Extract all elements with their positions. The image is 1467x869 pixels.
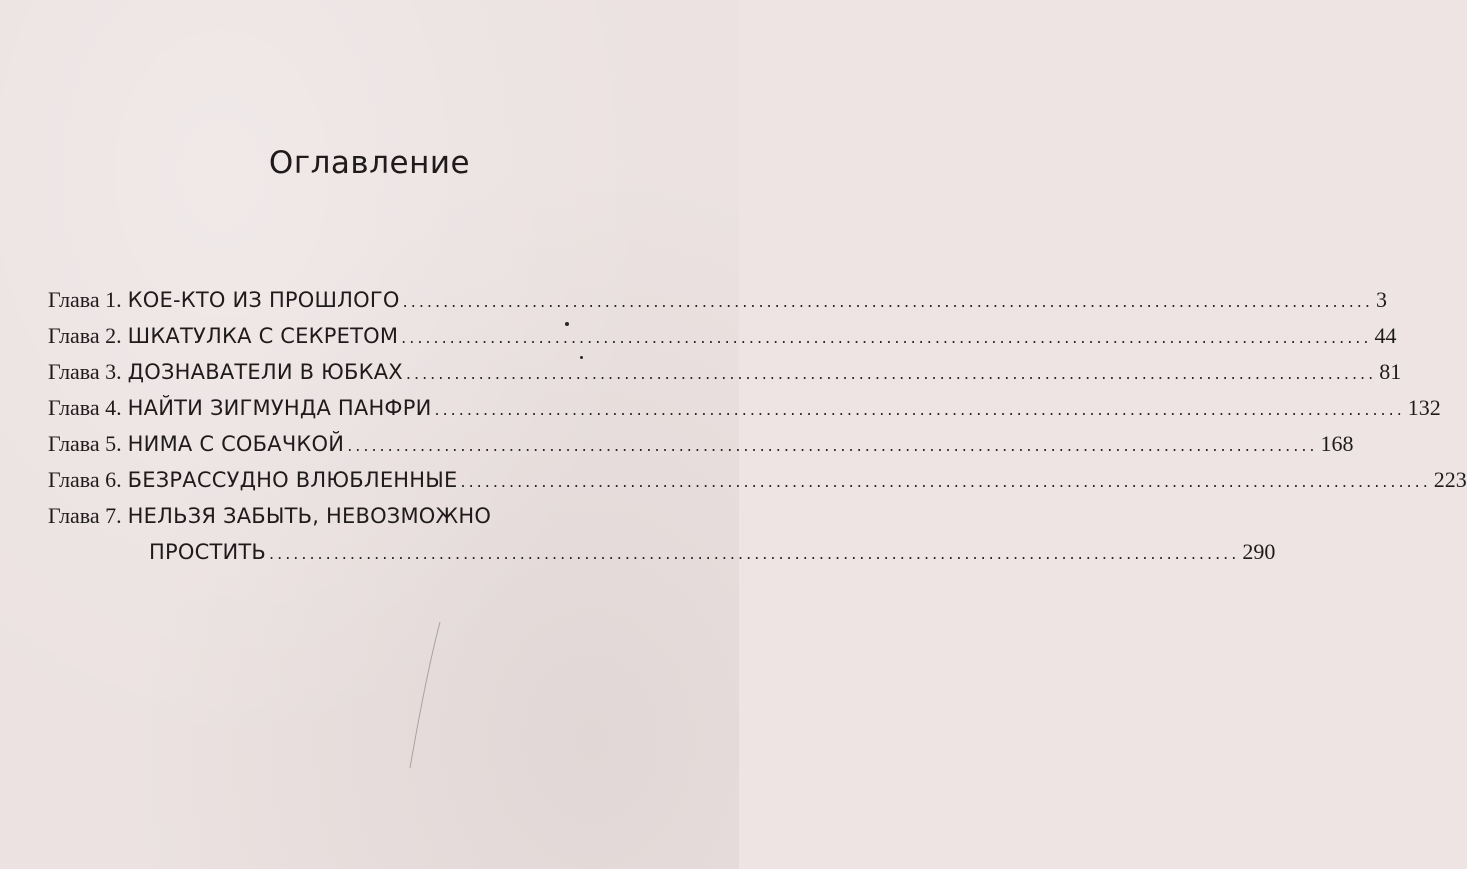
- page-number: 168: [1320, 431, 1354, 456]
- dot-leader: ........................................................................................................................: [405, 364, 1377, 383]
- page-number: 44: [1374, 323, 1397, 348]
- toc-entry-7-continuation[interactable]: [48, 539, 1276, 575]
- dot-leader: ........................................................................................................................: [269, 544, 1240, 563]
- chapter-title: НАЙТИ ЗИГМУНДА ПАНФРИ: [127, 396, 432, 420]
- chapter-title: НЕЛЬЗЯ ЗАБЫТЬ, НЕВОЗМОЖНО: [127, 504, 492, 528]
- chapter-label: Глава 7.: [48, 503, 122, 528]
- chapter-title: НИМА С СОБАЧКОЙ: [127, 432, 345, 456]
- chapter-label: Глава 1.: [48, 287, 122, 312]
- toc-entry-7[interactable]: [48, 503, 728, 539]
- chapter-title: ШКАТУЛКА С СЕКРЕТОМ: [127, 324, 399, 348]
- chapter-label: Глава 2.: [48, 323, 122, 348]
- ink-speck: [580, 356, 583, 359]
- chapter-title: ДОЗНАВАТЕЛИ В ЮБКАХ: [127, 360, 403, 384]
- page-number: 132: [1407, 395, 1441, 420]
- dot-leader: ........................................................................................................................: [460, 472, 1431, 491]
- chapter-title: КОЕ-КТО ИЗ ПРОШЛОГО: [127, 288, 400, 312]
- pencil-scratch-mark: [400, 620, 460, 770]
- table-of-contents: [48, 287, 1467, 575]
- toc-entry-2[interactable]: [48, 323, 1397, 359]
- dot-leader: ........................................................................................................................: [402, 292, 1373, 311]
- chapter-title: БЕЗРАССУДНО ВЛЮБЛЕННЫЕ: [127, 468, 458, 492]
- toc-entry-1[interactable]: [48, 287, 1387, 323]
- dot-leader: ........................................................................................................................: [347, 436, 1318, 455]
- dot-leader: ........................................................................................................................: [434, 400, 1405, 419]
- toc-entry-5[interactable]: [48, 431, 1354, 467]
- page-number: 290: [1242, 539, 1276, 564]
- page-title: Оглавление: [268, 145, 471, 181]
- ink-speck: [565, 322, 569, 326]
- chapter-label: Глава 4.: [48, 395, 122, 420]
- toc-entry-4[interactable]: [48, 395, 1441, 431]
- toc-entry-6[interactable]: [48, 467, 1467, 503]
- chapter-label: Глава 5.: [48, 431, 122, 456]
- toc-entry-3[interactable]: [48, 359, 1402, 395]
- chapter-label: Глава 3.: [48, 359, 122, 384]
- page-number: 3: [1375, 287, 1387, 312]
- page-number: 223: [1433, 467, 1467, 492]
- chapter-title-continuation: ПРОСТИТЬ: [149, 540, 267, 564]
- chapter-label: Глава 6.: [48, 467, 122, 492]
- dot-leader: ........................................................................................................................: [401, 328, 1372, 347]
- page-number: 81: [1379, 359, 1402, 384]
